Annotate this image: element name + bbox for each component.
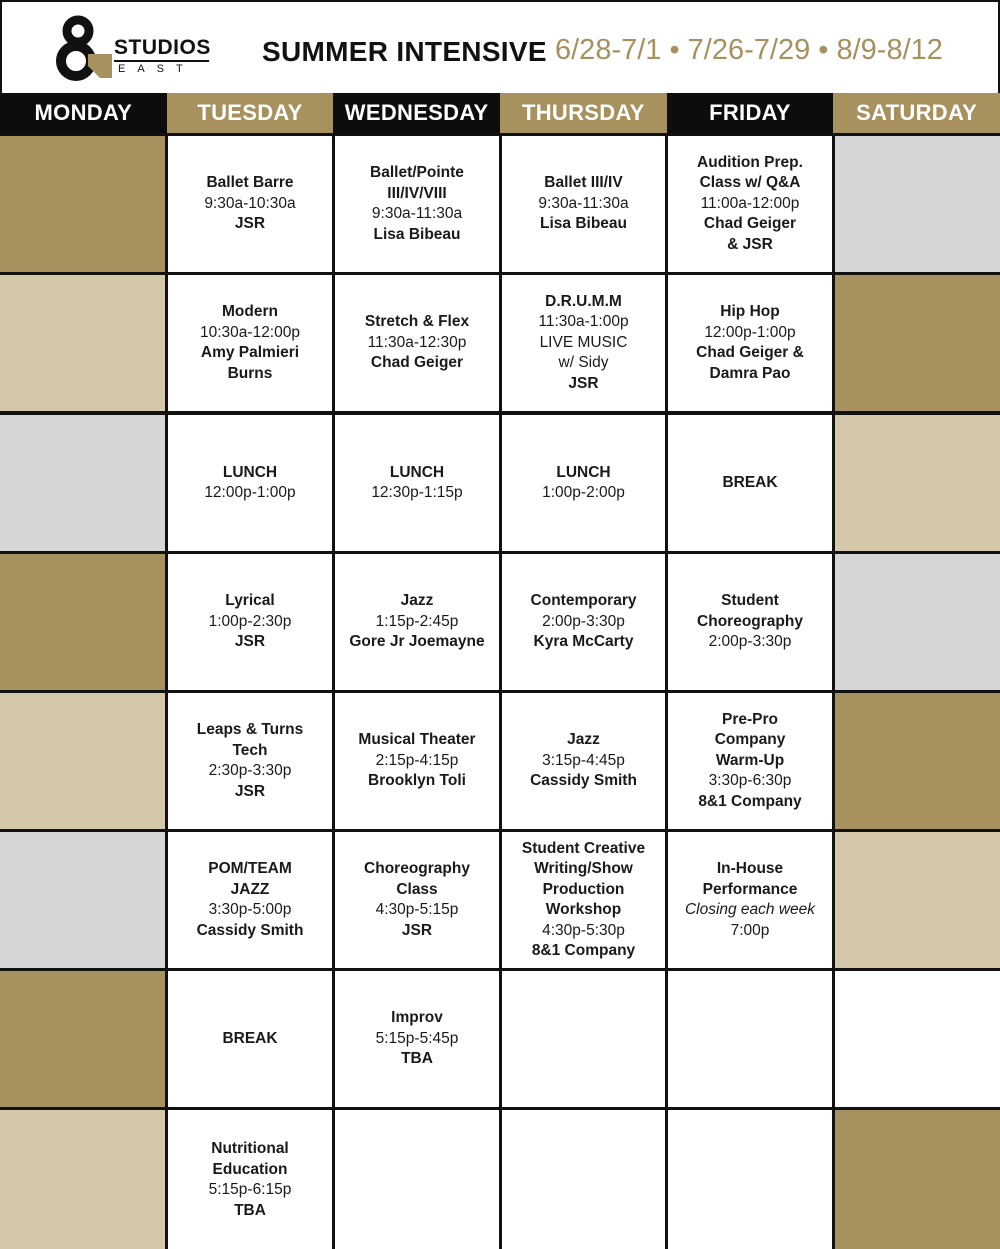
class-cell-line: D.R.U.M.M [545, 292, 622, 310]
class-cell-line: 9:30a-11:30a [538, 194, 629, 212]
class-cell-line: JSR [234, 633, 266, 651]
class-cell-line: 4:30p-5:15p [375, 901, 459, 918]
page-header [0, 0, 1000, 93]
session-dates: 6/28-7/1 • 7/26-7/29 • 8/9-8/12 [555, 34, 943, 66]
class-cell-line: Stretch & Flex [364, 313, 470, 331]
class-cell-line: Class [396, 880, 438, 898]
class-cell-line: Company [714, 731, 786, 749]
class-cell-line: 1:00p-2:30p [208, 612, 292, 630]
class-cell-line: BREAK [222, 1029, 278, 1047]
class-cell-line: 3:30p-6:30p [708, 772, 792, 790]
class-cell-line: 3:15p-4:45p [542, 751, 625, 769]
class-cell-line: 9:30a-11:30a [371, 205, 463, 222]
class-cell-line: JAZZ [230, 880, 270, 898]
class-cell-line: JSR [234, 782, 266, 800]
monday-fill-cell [0, 1110, 165, 1249]
class-cell-line: Amy Palmieri [200, 344, 300, 361]
class-cell-line: Cassidy Smith [196, 921, 304, 939]
schedule-grid [0, 133, 1000, 1249]
class-cell-friday [668, 415, 832, 551]
class-cell-line: LUNCH [389, 463, 445, 481]
class-cell-thursday [502, 275, 665, 411]
class-cell-tuesday [168, 415, 332, 551]
class-cell-line: 7:00p [730, 921, 770, 939]
saturday-fill-cell [835, 275, 1000, 411]
class-cell-line: 11:30a-1:00p [538, 313, 629, 331]
class-cell-line: Kyra McCarty [533, 633, 634, 651]
class-cell-wednesday [335, 693, 499, 829]
class-cell-line: 11:00a-12:00p [700, 194, 800, 212]
class-cell-line: Warm-Up [715, 751, 785, 769]
weekday-header-row [0, 93, 1000, 133]
class-cell-line: Damra Pao [709, 364, 791, 382]
class-cell-line: Jazz [400, 592, 434, 610]
class-cell-line: Choreography [697, 612, 803, 630]
class-cell-wednesday [335, 832, 499, 968]
class-cell-thursday [502, 832, 665, 968]
saturday-fill-cell [835, 1110, 1000, 1249]
saturday-fill-cell [835, 136, 1000, 272]
saturday-fill-cell [835, 971, 1000, 1107]
class-cell-line: 5:15p-5:45p [375, 1029, 459, 1047]
day-header-tuesday: TUESDAY [167, 93, 334, 133]
class-cell-line: JSR [234, 215, 266, 233]
class-cell-line: 1:15p-2:45p [375, 612, 459, 630]
class-cell-friday [668, 832, 832, 968]
class-cell-wednesday [335, 971, 499, 1107]
logo-divider [114, 60, 209, 62]
class-cell-line: 4:30p-5:30p [542, 921, 625, 939]
class-cell-line: LUNCH [556, 463, 611, 481]
day-header-monday: MONDAY [0, 93, 167, 133]
class-cell-line: w/ Sidy [558, 354, 609, 372]
class-cell-line: 8&1 Company [531, 942, 636, 959]
class-cell-line: 11:30a-12:30p [367, 333, 467, 351]
saturday-fill-cell [835, 554, 1000, 690]
class-cell-friday [668, 136, 832, 272]
monday-fill-cell [0, 971, 165, 1107]
class-cell-line: 2:15p-4:15p [375, 751, 459, 769]
class-cell-wednesday [335, 275, 499, 411]
class-cell-line: 1:00p-2:00p [542, 484, 625, 501]
class-cell-line: Choreography [364, 860, 470, 877]
class-cell-line: Modern [222, 303, 278, 320]
class-cell-line: 2:30p-3:30p [208, 762, 292, 779]
class-cell-line: Student Creative [521, 839, 646, 857]
logo-studios-text: STUDIOS [114, 36, 211, 59]
class-cell-tuesday [168, 275, 332, 411]
class-cell-line: Chad Geiger [703, 215, 797, 233]
class-cell-line: 2:00p-3:30p [542, 612, 625, 630]
class-cell-friday [668, 554, 832, 690]
monday-fill-cell [0, 693, 165, 829]
studio-logo [54, 14, 214, 84]
class-cell-line: Production [542, 880, 625, 898]
saturday-fill-cell [835, 415, 1000, 551]
saturday-fill-cell [835, 832, 1000, 968]
page-title: SUMMER INTENSIVE [262, 36, 547, 67]
class-cell-line: & JSR [727, 235, 773, 253]
class-cell-line: III/IV/VIII [387, 184, 447, 202]
saturday-fill-cell [835, 693, 1000, 829]
class-cell-line: Chad Geiger & [696, 344, 804, 361]
class-cell-line: LUNCH [222, 463, 278, 481]
monday-fill-cell [0, 554, 165, 690]
class-cell-line: Education [212, 1160, 288, 1178]
class-cell-line: Audition Prep. [697, 153, 803, 171]
logo-east-text: EAST [118, 63, 195, 75]
class-cell-line: 12:00p-1:00p [204, 484, 296, 501]
class-cell-line: Class w/ Q&A [699, 174, 801, 192]
class-cell-line: 8&1 Company [698, 792, 802, 810]
class-cell-line: BREAK [722, 473, 778, 491]
class-cell-friday [668, 275, 832, 411]
class-cell-wednesday [335, 415, 499, 551]
class-cell-line: JSR [568, 374, 599, 392]
class-cell-line: Ballet/Pointe [370, 164, 464, 181]
class-cell-wednesday [335, 554, 499, 690]
class-cell-line: Performance [702, 880, 798, 898]
day-header-thursday: THURSDAY [500, 93, 667, 133]
class-cell-line: 10:30a-12:00p [200, 323, 300, 341]
day-header-saturday: SATURDAY [833, 93, 1000, 133]
class-cell-line: In-House [716, 860, 784, 877]
class-cell-line: Brooklyn Toli [368, 772, 466, 790]
class-cell-line: Closing each week [684, 901, 816, 918]
class-cell-friday [668, 971, 832, 1107]
class-cell-wednesday [335, 136, 499, 272]
class-cell-line: TBA [234, 1201, 266, 1219]
class-cell-line: Ballet Barre [206, 174, 294, 192]
class-cell-line: Jazz [567, 731, 600, 749]
class-cell-line: Chad Geiger [370, 354, 464, 372]
class-cell-line: Lisa Bibeau [373, 225, 461, 243]
class-cell-line: Workshop [545, 901, 622, 918]
class-cell-tuesday [168, 832, 332, 968]
class-cell-line: 12:00p-1:00p [704, 323, 796, 341]
class-cell-line: Musical Theater [358, 731, 476, 749]
class-cell-line: Nutritional [211, 1140, 289, 1157]
class-cell-line: Student [721, 592, 779, 610]
class-cell-line: Contemporary [530, 592, 637, 610]
monday-fill-cell [0, 832, 165, 968]
class-cell-thursday [502, 1110, 665, 1249]
class-cell-line: 5:15p-6:15p [208, 1181, 292, 1198]
class-cell-line: Improv [391, 1009, 443, 1027]
class-cell-wednesday [335, 1110, 499, 1249]
class-cell-line: Ballet III/IV [544, 174, 623, 192]
logo-mark-icon [54, 14, 116, 84]
class-cell-line: Gore Jr Joemayne [349, 633, 485, 651]
monday-fill-cell [0, 415, 165, 551]
class-cell-friday [668, 693, 832, 829]
class-cell-line: Writing/Show [534, 860, 633, 877]
class-cell-thursday [502, 693, 665, 829]
class-cell-line: Lyrical [225, 592, 275, 610]
class-cell-thursday [502, 415, 665, 551]
class-cell-line: 2:00p-3:30p [708, 633, 792, 651]
class-cell-friday [668, 1110, 832, 1249]
class-cell-line: 3:30p-5:00p [208, 901, 292, 918]
class-cell-line: POM/TEAM [208, 860, 292, 877]
class-cell-line: Tech [232, 741, 268, 759]
class-cell-line: Burns [227, 364, 273, 382]
class-cell-line: TBA [401, 1050, 433, 1068]
class-cell-thursday [502, 136, 665, 272]
class-cell-line: Leaps & Turns [196, 721, 304, 738]
class-cell-line: 12:30p-1:15p [371, 484, 463, 501]
class-cell-tuesday [168, 971, 332, 1107]
class-cell-line: Cassidy Smith [530, 772, 637, 790]
day-header-friday: FRIDAY [667, 93, 834, 133]
class-cell-thursday [502, 971, 665, 1107]
class-cell-line: JSR [401, 921, 433, 939]
class-cell-line: LIVE MUSIC [539, 333, 628, 351]
class-cell-line: 9:30a-10:30a [204, 194, 296, 212]
class-cell-line: Pre-Pro [722, 710, 778, 728]
monday-fill-cell [0, 275, 165, 411]
class-cell-tuesday [168, 554, 332, 690]
class-cell-line: Lisa Bibeau [540, 215, 627, 233]
class-cell-tuesday [168, 136, 332, 272]
class-cell-thursday [502, 554, 665, 690]
class-cell-tuesday [168, 1110, 332, 1249]
day-header-wednesday: WEDNESDAY [333, 93, 500, 133]
monday-fill-cell [0, 136, 165, 272]
class-cell-line: Hip Hop [720, 303, 780, 320]
class-cell-tuesday [168, 693, 332, 829]
